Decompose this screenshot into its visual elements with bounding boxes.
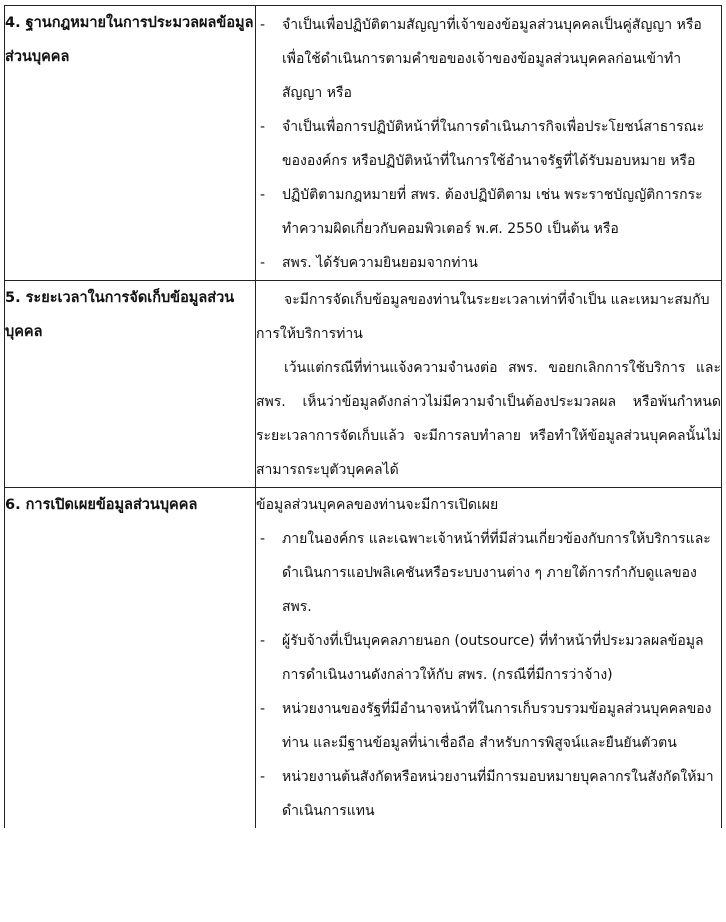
- section-heading-legal-basis: 4. ฐานกฎหมายในการประมวลผลข้อมูลส่วนบุคคล: [5, 6, 256, 281]
- retention-exception-paragraph: เว้นแต่กรณีที่ท่านแจ้งความจำนงต่อ สพร. ขอยกเลิกการใช้บริการ และ สพร. เห็นว่าข้อมูลดังกล่าวไม่มีความจำเป็นต้องประมวลผล หรือพ้นกำหนดระยะเวลาการจัดเก็บแล้ว จะมีการลบทำลาย หรือทำให้ข้อมูลส่วนบุคคลนั้นไม่สามารถระบุตัวบุคคลได้: [256, 360, 721, 478]
- list-item: - สพร. ได้รับความยินยอมจากท่าน: [256, 246, 721, 280]
- section-retention-row: [5, 281, 722, 488]
- list-item: - ผู้รับจ้างที่เป็นบุคคลภายนอก (outsource) ที่ทำหน้าที่ประมวลผลข้อมูลการดำเนินงานดังกล่าวให้กับ สพร. (กรณีที่มีการว่าจ้าง): [256, 624, 721, 692]
- section-heading-retention: 5. ระยะเวลาในการจัดเก็บข้อมูลส่วนบุคคล: [5, 281, 256, 488]
- legal-basis-list: [256, 8, 721, 280]
- bullet-dash: -: [260, 531, 266, 547]
- list-item: - จำเป็นเพื่อการปฏิบัติหน้าที่ในการดำเนินภารกิจเพื่อประโยชน์สาธารณะขององค์กร หรือปฏิบัติหน้าที่ในการใช้อำนาจรัฐที่ได้รับมอบหมาย หรือ: [256, 110, 721, 178]
- section-disclosure-row: [5, 488, 722, 829]
- bullet-dash: -: [260, 633, 266, 649]
- bullet-dash: -: [260, 701, 266, 717]
- disclosure-list: [256, 522, 721, 828]
- section-content-legal-basis: [256, 6, 722, 281]
- list-item: - ปฏิบัติตามกฎหมายที่ สพร. ต้องปฏิบัติตาม เช่น พระราชบัญญัติการกระทำความผิดเกี่ยวกับคอมพิวเตอร์ พ.ศ. 2550 เป็นต้น หรือ: [256, 178, 721, 246]
- bullet-dash: -: [260, 255, 266, 271]
- bullet-dash: -: [260, 17, 266, 33]
- section-heading-disclosure: 6. การเปิดเผยข้อมูลส่วนบุคคล: [5, 488, 256, 829]
- bullet-dash: -: [260, 187, 266, 203]
- section-legal-basis-row: [5, 6, 722, 281]
- list-item: - ภายในองค์กร และเฉพาะเจ้าหน้าที่ที่มีส่วนเกี่ยวข้องกับการให้บริการและดำเนินการแอปพลิเคชันหรือระบบงานต่าง ๆ ภายใต้การกำกับดูแลของ สพร.: [256, 522, 721, 624]
- bullet-dash: -: [260, 769, 266, 785]
- retention-paragraph: จะมีการจัดเก็บข้อมูลของท่านในระยะเวลาเท่าที่จำเป็น และเหมาะสมกับการให้บริการท่าน: [256, 292, 710, 342]
- list-item: - หน่วยงานต้นสังกัดหรือหน่วยงานที่มีการมอบหมายบุคลากรในสังกัดให้มาดำเนินการแทน: [256, 760, 721, 828]
- list-item: - จำเป็นเพื่อปฏิบัติตามสัญญาที่เจ้าของข้อมูลส่วนบุคคลเป็นคู่สัญญา หรือเพื่อใช้ดำเนินการตามคำขอของเจ้าของข้อมูลส่วนบุคคลก่อนเข้าทำสัญญา หรือ: [256, 8, 721, 110]
- list-item: - หน่วยงานของรัฐที่มีอำนาจหน้าที่ในการเก็บรวบรวมข้อมูลส่วนบุคคลของท่าน และมีฐานข้อมูลที่น่าเชื่อถือ สำหรับการพิสูจน์และยืนยันตัวตน: [256, 692, 721, 760]
- section-content-disclosure: [256, 488, 722, 829]
- privacy-policy-table: [4, 5, 722, 828]
- disclosure-intro: ข้อมูลส่วนบุคคลของท่านจะมีการเปิดเผย: [256, 497, 499, 513]
- bullet-dash: -: [260, 119, 266, 135]
- section-content-retention: [256, 281, 722, 488]
